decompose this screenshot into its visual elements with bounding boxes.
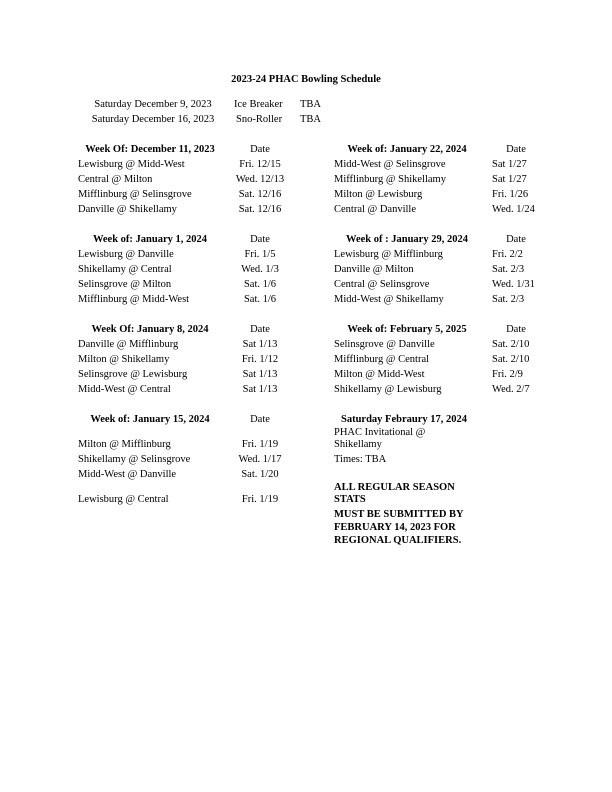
match-name: Midd-West @ Central <box>78 384 171 395</box>
match-name: Central @ Milton <box>78 174 153 185</box>
match-date: Sat 1/13 <box>242 384 278 395</box>
date-column-header: Date <box>250 234 270 245</box>
notice-line: MUST BE SUBMITTED BY <box>334 509 464 520</box>
match-name: Selinsgrove @ Danville <box>334 339 435 350</box>
match-date: Sat 1/27 <box>492 174 527 185</box>
match-name: Lewisburg @ Mifflinburg <box>334 249 443 260</box>
match-name: Mifflinburg @ Central <box>334 354 430 365</box>
date-column-header: Date <box>506 324 526 335</box>
week-heading: Week Of: January 8, 2024 <box>91 324 209 335</box>
match-name: Midd-West @ Shikellamy <box>334 294 444 305</box>
notice-line: REGIONAL QUALIFIERS. <box>334 535 462 546</box>
match-date: Sat 1/13 <box>242 369 278 380</box>
match-name: Midd-West @ Danville <box>78 469 177 480</box>
week-heading: Week of: January 1, 2024 <box>92 234 208 245</box>
match-date: Wed. 1/24 <box>492 204 535 215</box>
week-heading: Week of: February 5, 2025 <box>347 324 467 335</box>
page-title: 2023-24 PHAC Bowling Schedule <box>231 74 381 85</box>
match-date: Fri. 2/9 <box>492 369 523 380</box>
week-heading: Week Of: December 11, 2023 <box>85 144 215 155</box>
match-name: Shikellamy @ Central <box>78 264 172 275</box>
match-date: Sat. 2/3 <box>492 294 525 305</box>
match-name: Selinsgrove @ Milton <box>78 279 172 290</box>
week-heading: Week of: January 22, 2024 <box>347 144 467 155</box>
match-name: Milton @ Lewisburg <box>334 189 423 200</box>
match-date: Sat 1/27 <box>492 159 527 170</box>
event-time: TBA <box>300 99 321 110</box>
notice-line: STATS <box>334 494 366 505</box>
match-date: Wed. 1/17 <box>238 454 282 465</box>
notice-line: ALL REGULAR SEASON <box>334 482 455 493</box>
date-column-header: Date <box>250 324 270 335</box>
match-date: Sat. 12/16 <box>238 189 282 200</box>
match-name: Lewisburg @ Central <box>78 494 169 505</box>
match-date: Wed. 2/7 <box>492 384 530 395</box>
invitational-line: Shikellamy <box>334 439 382 450</box>
date-column-header: Date <box>250 414 270 425</box>
match-date: Fri. 1/26 <box>492 189 529 200</box>
match-name: Lewisburg @ Midd-West <box>78 159 185 170</box>
match-name: Milton @ Midd-West <box>334 369 425 380</box>
date-column-header: Date <box>506 144 526 155</box>
match-date: Fri. 12/15 <box>239 159 281 170</box>
match-name: Mifflinburg @ Selinsgrove <box>78 189 192 200</box>
event-date: Saturday December 16, 2023 <box>91 114 215 125</box>
match-date: Sat. 12/16 <box>238 204 282 215</box>
date-column-header: Date <box>506 234 526 245</box>
match-date: Fri. 1/19 <box>241 494 279 505</box>
match-name: Shikellamy @ Selinsgrove <box>78 454 191 465</box>
match-name: Selinsgrove @ Lewisburg <box>78 369 188 380</box>
match-date: Wed. 1/31 <box>492 279 535 290</box>
date-column-header: Date <box>250 144 270 155</box>
event-date: Saturday December 9, 2023 <box>94 99 212 110</box>
match-name: Midd-West @ Selinsgrove <box>334 159 446 170</box>
match-date: Fri. 1/5 <box>244 249 276 260</box>
event-name: Ice Breaker <box>234 99 283 110</box>
event-time: TBA <box>300 114 321 125</box>
match-name: Shikellamy @ Lewisburg <box>334 384 442 395</box>
match-date: Fri. 1/12 <box>241 354 279 365</box>
match-name: Central @ Danville <box>334 204 416 215</box>
match-name: Danville @ Milton <box>334 264 414 275</box>
invitational-line: PHAC Invitational @ <box>334 427 426 438</box>
match-date: Sat. 2/10 <box>492 354 530 365</box>
match-name: Lewisburg @ Danville <box>78 249 174 260</box>
match-date: Sat 1/13 <box>242 339 278 350</box>
match-date: Sat. 1/6 <box>243 294 277 305</box>
match-name: Mifflinburg @ Shikellamy <box>334 174 446 185</box>
match-name: Central @ Selinsgrove <box>334 279 430 290</box>
match-name: Milton @ Shikellamy <box>78 354 170 365</box>
match-name: Danville @ Mifflinburg <box>78 339 179 350</box>
match-name: Mifflinburg @ Midd-West <box>78 294 190 305</box>
match-date: Sat. 2/3 <box>492 264 525 275</box>
week-heading: Week of : January 29, 2024 <box>346 234 468 245</box>
match-date: Sat. 2/10 <box>492 339 530 350</box>
match-date: Sat. 1/6 <box>243 279 277 290</box>
invitational-heading: Saturday Febraury 17, 2024 <box>341 414 467 425</box>
match-date: Fri. 1/19 <box>241 439 279 450</box>
notice-line: FEBRUARY 14, 2023 FOR <box>334 522 456 533</box>
match-date: Wed. 1/3 <box>241 264 279 275</box>
event-name: Sno-Roller <box>236 114 283 125</box>
match-name: Milton @ Mifflinburg <box>78 439 171 450</box>
invitational-times: Times: TBA <box>334 454 387 465</box>
week-heading: Week of: January 15, 2024 <box>90 414 210 425</box>
match-date: Wed. 12/13 <box>235 174 285 185</box>
match-date: Sat. 1/20 <box>241 469 279 480</box>
match-date: Fri. 2/2 <box>492 249 523 260</box>
match-name: Danville @ Shikellamy <box>78 204 177 215</box>
